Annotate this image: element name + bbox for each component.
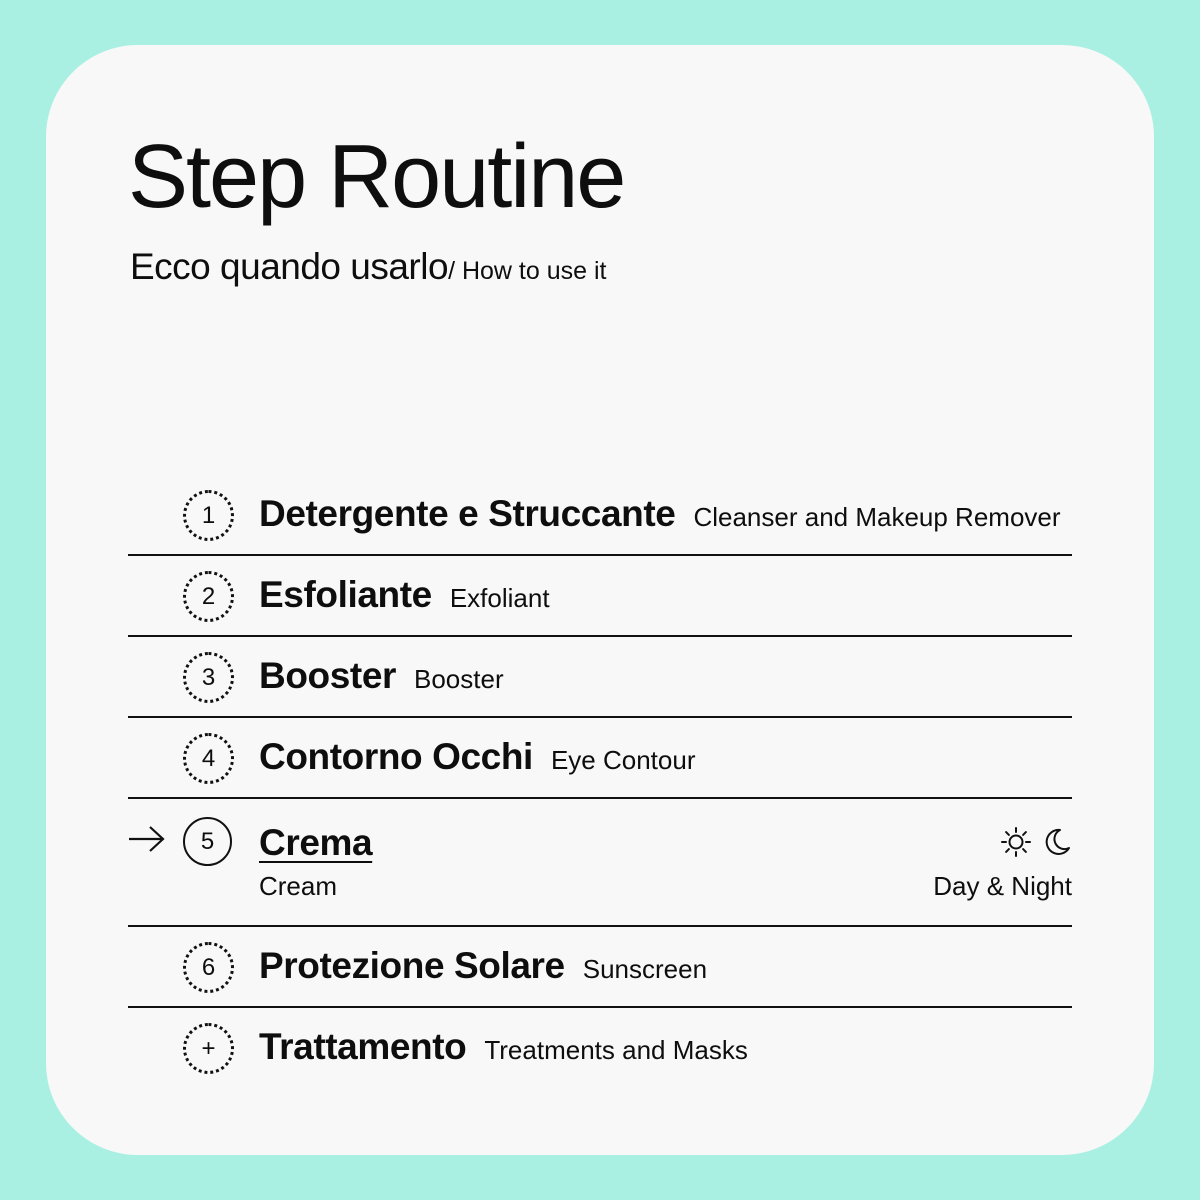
subtitle-english: / How to use it	[448, 257, 607, 285]
step-name-italian: Trattamento	[259, 1026, 467, 1067]
usage-time-icons	[1000, 826, 1072, 858]
step-number-badge: 2	[183, 571, 234, 622]
step-name-english: Eye Contour	[550, 745, 696, 775]
step-name-english: Cleanser and Makeup Remover	[693, 502, 1061, 532]
sun-icon	[1000, 826, 1032, 858]
step-name	[259, 654, 504, 698]
step-name-italian: Crema	[259, 822, 373, 863]
step-name	[259, 1025, 748, 1069]
moon-icon	[1040, 826, 1072, 858]
step-name-italian: Contorno Occhi	[259, 736, 533, 777]
step-name-italian: Booster	[259, 655, 396, 696]
step-row-1[interactable]	[128, 475, 1072, 556]
step-row-2[interactable]	[128, 556, 1072, 637]
usage-timing: Day & Night	[933, 871, 1072, 901]
step-number-badge: 1	[183, 490, 234, 541]
step-row-6[interactable]	[128, 927, 1072, 1008]
step-name-italian: Protezione Solare	[259, 945, 565, 986]
step-name-english: Sunscreen	[582, 954, 708, 984]
step-list	[128, 475, 1072, 1087]
step-row-4[interactable]	[128, 718, 1072, 799]
step-name	[259, 944, 707, 988]
step-row-extra[interactable]	[128, 1008, 1072, 1087]
step-name-english: Treatments and Masks	[484, 1035, 748, 1065]
step-row-5-current[interactable]	[128, 799, 1072, 927]
step-name	[259, 735, 695, 779]
step-name	[259, 573, 550, 617]
step-number-badge: 6	[183, 942, 234, 993]
plus-badge: +	[183, 1023, 234, 1074]
page-subtitle	[130, 245, 606, 289]
subtitle-italian: Ecco quando usarlo	[130, 246, 449, 287]
step-row-3[interactable]	[128, 637, 1072, 718]
page-title: Step Routine	[128, 127, 625, 227]
step-name-english: Booster	[414, 664, 504, 694]
step-name-english: Exfoliant	[449, 583, 550, 613]
arrow-right-icon	[128, 824, 166, 854]
step-name-english: Cream	[259, 871, 338, 901]
step-number-badge: 5	[183, 817, 232, 866]
step-name	[259, 492, 1061, 536]
step-name-italian: Detergente e Struccante	[259, 493, 676, 534]
step-number-badge: 3	[183, 652, 234, 703]
step-name-italian: Esfoliante	[259, 574, 432, 615]
step-number-badge: 4	[183, 733, 234, 784]
